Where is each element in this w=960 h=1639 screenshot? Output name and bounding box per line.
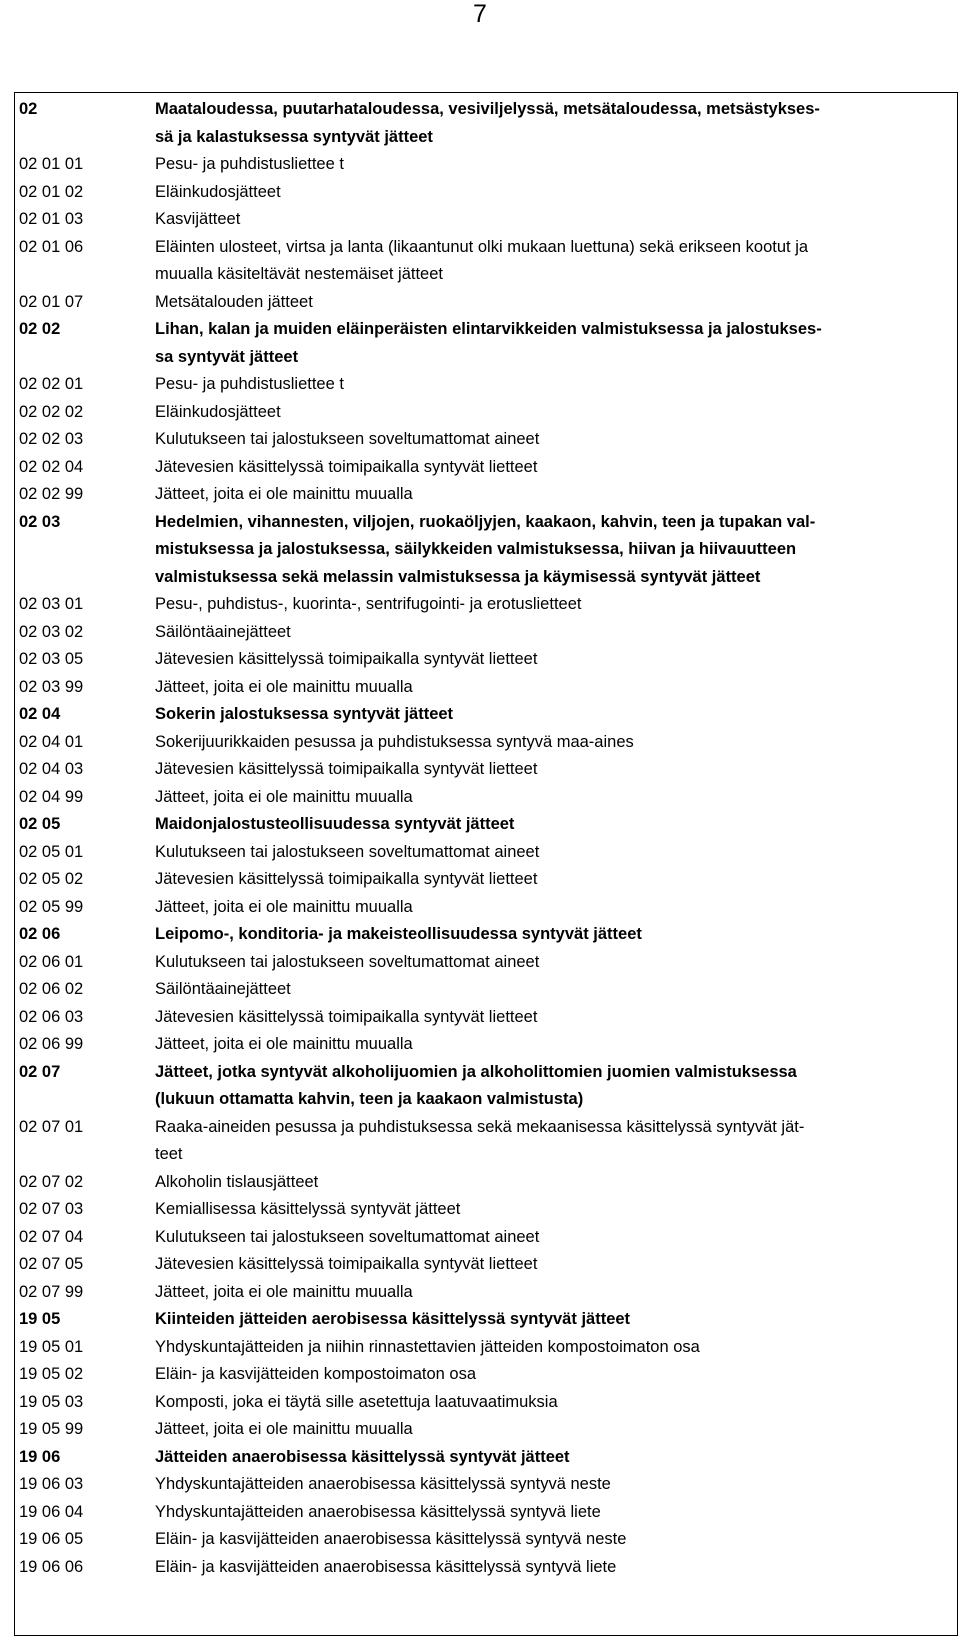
- waste-description: [155, 839, 957, 867]
- waste-code: 02 04 03: [19, 760, 84, 778]
- description-line: Komposti, joka ei täytä sille asetettuja laatuvaatimuksia: [155, 1392, 558, 1411]
- waste-description: [155, 949, 957, 977]
- description-line: Jätteet, joita ei ole mainittu muualla: [155, 787, 413, 806]
- description-line: Jätteet, jotka syntyvät alkoholijuomien ja alkoholittomien juomien valmistuksessa: [155, 1062, 797, 1081]
- entry-row: [15, 399, 957, 427]
- entry-row: [15, 454, 957, 482]
- entry-row: [15, 1196, 957, 1224]
- description-line: Hedelmien, vihannesten, viljojen, ruokaöljyjen, kaakaon, kahvin, teen ja tupakan val-: [155, 512, 816, 531]
- waste-code: 19 06 03: [19, 1475, 84, 1493]
- waste-code: 19 05 99: [19, 1420, 84, 1438]
- waste-code: 02: [19, 100, 38, 118]
- description-line: Jätevesien käsittelyssä toimipaikalla syntyvät lietteet: [155, 1255, 538, 1273]
- waste-code: 19 06 06: [19, 1557, 84, 1576]
- description-line: Kulutukseen tai jalostukseen soveltumattomat aineet: [155, 1227, 540, 1246]
- description-line: Kulutukseen tai jalostukseen soveltumattomat aineet: [155, 842, 540, 861]
- description-line: Jätevesien käsittelyssä toimipaikalla syntyvät lietteet: [155, 870, 538, 888]
- entry-row: [15, 1554, 957, 1582]
- waste-code: 02 03 05: [19, 650, 84, 668]
- waste-description: [155, 1114, 957, 1169]
- description-line: Kiinteiden jätteiden aerobisessa käsittelyssä syntyvät jätteet: [155, 1310, 631, 1328]
- description-line: Säilöntäainejätteet: [155, 622, 291, 641]
- waste-description: [155, 784, 957, 812]
- waste-code: 02 06 99: [19, 1035, 84, 1053]
- category-row: [15, 96, 957, 151]
- entry-row: [15, 839, 957, 867]
- waste-code: 02 03 02: [19, 622, 84, 641]
- entry-row: [15, 1499, 957, 1527]
- waste-code: 02 07 01: [19, 1117, 84, 1136]
- waste-description: [155, 289, 957, 317]
- entry-row: [15, 1004, 957, 1032]
- waste-description: [155, 1389, 957, 1417]
- waste-description: [155, 1279, 957, 1307]
- description-line: Raaka-aineiden pesussa ja puhdistuksessa sekä mekaanisessa käsittelyssä syntyvät jät-: [155, 1117, 805, 1136]
- waste-description: [155, 371, 957, 399]
- description-line: teet: [155, 1145, 183, 1163]
- entry-row: [15, 894, 957, 922]
- waste-code: 02 02 03: [19, 430, 84, 448]
- description-line: Jätevesien käsittelyssä toimipaikalla syntyvät lietteet: [155, 1007, 538, 1026]
- waste-description: [155, 646, 957, 674]
- description-line: Yhdyskuntajätteiden anaerobisessa käsittelyssä syntyvä liete: [155, 1502, 601, 1521]
- category-row: [15, 701, 957, 729]
- description-line: Jätevesien käsittelyssä toimipaikalla syntyvät lietteet: [155, 650, 538, 668]
- description-line: Eläin- ja kasvijätteiden kompostoimaton osa: [155, 1365, 477, 1383]
- category-row: [15, 811, 957, 839]
- waste-description: [155, 1306, 957, 1334]
- waste-description: [155, 206, 957, 234]
- waste-code: 02 02 01: [19, 375, 84, 393]
- waste-description: [155, 1224, 957, 1252]
- description-line: Maidonjalostusteollisuudessa syntyvät jätteet: [155, 815, 515, 833]
- waste-code: 02 05 02: [19, 870, 84, 888]
- waste-description: [155, 1004, 957, 1032]
- waste-code: 02 04: [19, 705, 61, 723]
- waste-description: [155, 1031, 957, 1059]
- category-row: [15, 1306, 957, 1334]
- waste-code: 02 07 99: [19, 1282, 84, 1301]
- entry-row: [15, 1334, 957, 1362]
- waste-code: 19 05 01: [19, 1337, 84, 1356]
- entry-row: [15, 591, 957, 619]
- waste-description: [155, 454, 957, 482]
- description-line: Sokerin jalostuksessa syntyvät jätteet: [155, 705, 454, 723]
- waste-code: 02 02 99: [19, 485, 84, 503]
- entry-row: [15, 151, 957, 179]
- waste-description: [155, 1169, 957, 1197]
- waste-description: [155, 866, 957, 894]
- waste-code: 02 01 07: [19, 292, 84, 311]
- entry-row: [15, 729, 957, 757]
- waste-code: 02 06: [19, 925, 61, 943]
- entry-row: [15, 206, 957, 234]
- description-line: Säilöntäainejätteet: [155, 980, 291, 998]
- waste-description: [155, 921, 957, 949]
- entry-row: [15, 1169, 957, 1197]
- entry-row: [15, 1416, 957, 1444]
- description-line: Jätteet, joita ei ole mainittu muualla: [155, 485, 413, 503]
- waste-code: 02 04 01: [19, 732, 84, 751]
- description-line: Jätteet, joita ei ole mainittu muualla: [155, 677, 413, 696]
- waste-code: 02 03 99: [19, 677, 84, 696]
- waste-code: 02 06 01: [19, 952, 84, 971]
- waste-code: 02 05: [19, 815, 61, 833]
- waste-description: [155, 729, 957, 757]
- waste-code: 02 02 02: [19, 402, 84, 421]
- description-line: Eläinkudosjätteet: [155, 402, 281, 421]
- description-line: Leipomo-, konditoria- ja makeisteollisuudessa syntyvät jätteet: [155, 925, 642, 943]
- waste-description: [155, 894, 957, 922]
- description-line: Jätteet, joita ei ole mainittu muualla: [155, 1035, 413, 1053]
- entry-row: [15, 866, 957, 894]
- waste-code: 02 04 99: [19, 787, 84, 806]
- waste-description: [155, 481, 957, 509]
- waste-description: [155, 399, 957, 427]
- entry-row: [15, 1389, 957, 1417]
- entry-row: [15, 976, 957, 1004]
- entry-row: [15, 1279, 957, 1307]
- description-line: sa syntyvät jätteet: [155, 347, 299, 366]
- waste-description: [155, 234, 957, 289]
- waste-description: [155, 756, 957, 784]
- description-line: Jätteet, joita ei ole mainittu muualla: [155, 897, 413, 916]
- entry-row: [15, 1224, 957, 1252]
- description-line: Yhdyskuntajätteiden ja niihin rinnastettavien jätteiden kompostoimaton osa: [155, 1337, 700, 1356]
- description-line: Kulutukseen tai jalostukseen soveltumattomat aineet: [155, 430, 540, 448]
- description-line: sä ja kalastuksessa syntyvät jätteet: [155, 127, 433, 146]
- description-line: Eläin- ja kasvijätteiden anaerobisessa käsittelyssä syntyvä liete: [155, 1557, 617, 1576]
- description-line: Jätteiden anaerobisessa käsittelyssä syntyvät jätteet: [155, 1447, 570, 1466]
- entry-row: [15, 234, 957, 289]
- page-number: 7: [473, 0, 487, 28]
- entry-row: [15, 949, 957, 977]
- waste-description: [155, 316, 957, 371]
- waste-description: [155, 619, 957, 647]
- waste-code: 02 01 03: [19, 210, 84, 228]
- waste-description: [155, 426, 957, 454]
- waste-description: [155, 976, 957, 1004]
- category-row: [15, 921, 957, 949]
- description-line: Sokerijuurikkaiden pesussa ja puhdistuksessa syntyvä maa-aines: [155, 732, 634, 751]
- description-line: Pesu-, puhdistus-, kuorinta-, sentrifugointi- ja erotuslietteet: [155, 595, 582, 613]
- waste-code: 02 02 04: [19, 457, 84, 476]
- waste-description: [155, 151, 957, 179]
- waste-code: 02 07 03: [19, 1200, 84, 1218]
- waste-description: [155, 1059, 957, 1114]
- waste-code: 02 01 02: [19, 182, 84, 201]
- entry-row: [15, 426, 957, 454]
- waste-code: 02 05 99: [19, 897, 84, 916]
- entry-row: [15, 674, 957, 702]
- description-line: Yhdyskuntajätteiden anaerobisessa käsittelyssä syntyvä neste: [155, 1475, 611, 1493]
- waste-code: 19 06 05: [19, 1530, 84, 1548]
- waste-code: 02 01 01: [19, 155, 84, 173]
- waste-description: [155, 1196, 957, 1224]
- description-line: Kulutukseen tai jalostukseen soveltumattomat aineet: [155, 952, 540, 971]
- waste-code: 02 06 02: [19, 980, 84, 998]
- description-line: valmistuksessa sekä melassin valmistuksessa ja käymisessä syntyvät jätteet: [155, 567, 761, 586]
- waste-description: [155, 811, 957, 839]
- waste-description: [155, 674, 957, 702]
- waste-description: [155, 591, 957, 619]
- waste-description: [155, 1251, 957, 1279]
- description-line: Pesu- ja puhdistusliettee t: [155, 375, 344, 393]
- waste-description: [155, 1444, 957, 1472]
- waste-description: [155, 1416, 957, 1444]
- waste-description: [155, 1554, 957, 1582]
- waste-description: [155, 1471, 957, 1499]
- description-line: Jätevesien käsittelyssä toimipaikalla syntyvät lietteet: [155, 457, 538, 476]
- entry-row: [15, 1114, 957, 1169]
- waste-description: [155, 1499, 957, 1527]
- description-line: Jätteet, joita ei ole mainittu muualla: [155, 1282, 413, 1301]
- waste-description: [155, 701, 957, 729]
- entry-row: [15, 1471, 957, 1499]
- description-line: Kemiallisessa käsittelyssä syntyvät jätteet: [155, 1200, 461, 1218]
- waste-code: 02 07 05: [19, 1255, 84, 1273]
- waste-code: 19 05: [19, 1310, 61, 1328]
- description-line: Eläinten ulosteet, virtsa ja lanta (likaantunut olki mukaan luettuna) sekä erikseen kootut ja: [155, 237, 809, 256]
- entry-row: [15, 756, 957, 784]
- description-line: mistuksessa ja jalostuksessa, säilykkeiden valmistuksessa, hiivan ja hiivauutteen: [155, 540, 797, 558]
- description-line: Alkoholin tislausjätteet: [155, 1172, 319, 1191]
- description-line: Lihan, kalan ja muiden eläinperäisten elintarvikkeiden valmistuksessa ja jalostukses-: [155, 320, 822, 338]
- waste-code-table: [14, 92, 958, 1636]
- waste-code: 19 06 04: [19, 1502, 84, 1521]
- description-line: Eläinkudosjätteet: [155, 182, 281, 201]
- waste-code: 02 02: [19, 320, 61, 338]
- waste-code: 19 05 03: [19, 1392, 84, 1411]
- description-line: (lukuun ottamatta kahvin, teen ja kaakaon valmistusta): [155, 1090, 584, 1108]
- waste-description: [155, 509, 957, 592]
- waste-code: 19 05 02: [19, 1365, 84, 1383]
- entry-row: [15, 481, 957, 509]
- description-line: Maataloudessa, puutarhataloudessa, vesiviljelyssä, metsätaloudessa, metsästykses-: [155, 100, 820, 118]
- waste-description: [155, 1334, 957, 1362]
- entry-row: [15, 1526, 957, 1554]
- entry-row: [15, 619, 957, 647]
- entry-row: [15, 1361, 957, 1389]
- waste-description: [155, 179, 957, 207]
- category-row: [15, 316, 957, 371]
- category-row: [15, 1444, 957, 1472]
- category-row: [15, 1059, 957, 1114]
- description-line: Metsätalouden jätteet: [155, 292, 313, 311]
- waste-description: [155, 1361, 957, 1389]
- entry-row: [15, 646, 957, 674]
- category-row: [15, 509, 957, 592]
- entry-row: [15, 371, 957, 399]
- description-line: Jätevesien käsittelyssä toimipaikalla syntyvät lietteet: [155, 760, 538, 778]
- entry-row: [15, 784, 957, 812]
- waste-code: 02 06 03: [19, 1007, 84, 1026]
- waste-description: [155, 1526, 957, 1554]
- waste-code: 02 03 01: [19, 595, 84, 613]
- waste-code: 02 05 01: [19, 842, 84, 861]
- description-line: Eläin- ja kasvijätteiden anaerobisessa käsittelyssä syntyvä neste: [155, 1530, 627, 1548]
- waste-code: 19 06: [19, 1447, 61, 1466]
- entry-row: [15, 1251, 957, 1279]
- description-line: Kasvijätteet: [155, 210, 241, 228]
- waste-code: 02 07 02: [19, 1172, 84, 1191]
- entry-row: [15, 179, 957, 207]
- waste-code: 02 07: [19, 1062, 61, 1081]
- waste-code: 02 01 06: [19, 237, 84, 256]
- waste-code: 02 07 04: [19, 1227, 84, 1246]
- waste-code: 02 03: [19, 512, 61, 531]
- entry-row: [15, 289, 957, 317]
- waste-description: [155, 96, 957, 151]
- description-line: Pesu- ja puhdistusliettee t: [155, 155, 344, 173]
- description-line: Jätteet, joita ei ole mainittu muualla: [155, 1420, 413, 1438]
- description-line: muualla käsiteltävät nestemäiset jätteet: [155, 265, 443, 283]
- entry-row: [15, 1031, 957, 1059]
